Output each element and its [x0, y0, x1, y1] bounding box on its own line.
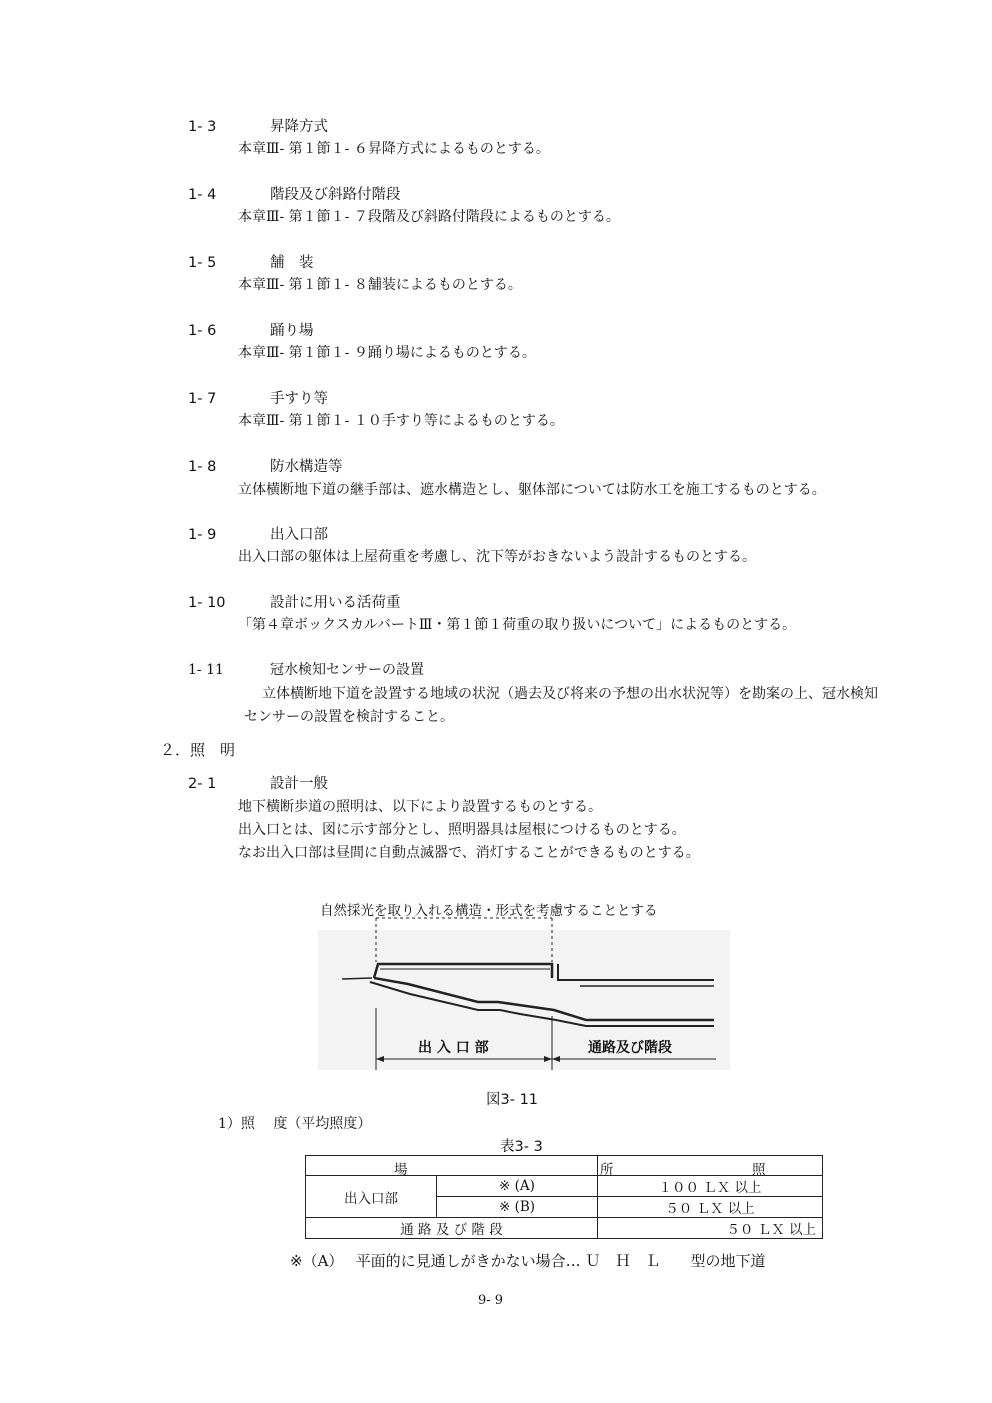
section-title: 防水構造等	[270, 459, 343, 475]
section-heading	[188, 387, 328, 408]
section-body: 本章Ⅲ- 第１節１- ９踊り場によるものとする。	[238, 345, 536, 361]
section-body: 本章Ⅲ- 第１節１- ６昇降方式によるものとする。	[238, 141, 550, 157]
section-heading	[188, 115, 328, 136]
section-number: 1- 6	[188, 323, 217, 339]
section-heading	[188, 251, 314, 272]
table-header-row	[306, 1156, 823, 1176]
figure-entrance-label: 出 入 口 部	[418, 1040, 489, 1056]
page-number: 9- 9	[478, 1293, 504, 1308]
entrance-cross-section-diagram	[300, 912, 740, 1077]
section-heading	[188, 183, 401, 204]
section-title: 設計一般	[270, 776, 328, 792]
figure-top-label: 自然採光を取り入れる構造・形式を考慮することとする	[320, 903, 658, 919]
row-mark-cell: ※ (B)	[437, 1197, 598, 1218]
section-body-line: 出入口とは、図に示す部分とし、照明器具は屋根につけるものとする。	[238, 822, 686, 838]
section-heading	[188, 319, 314, 340]
section-body: 本章Ⅲ- 第１節１- １０手すり等によるものとする。	[238, 413, 564, 429]
section-title: 設計に用いる活荷重	[270, 595, 401, 611]
section-heading	[188, 523, 328, 544]
table-row	[306, 1218, 823, 1239]
section-number: 1- 10	[188, 595, 226, 611]
header-illuminance-cell	[598, 1156, 823, 1176]
section-body-line: 立体横断地下道を設置する地域の状況（過去及び将来の予想の出水状況等）を勘案の上、冠水検知	[262, 686, 878, 702]
header-sho: 照	[752, 1162, 766, 1178]
figure-caption: 図3- 11	[486, 1092, 539, 1108]
table-caption: 表3- 3	[500, 1139, 543, 1155]
table-row	[306, 1176, 823, 1197]
section-heading	[188, 591, 401, 612]
section-number: 1- 8	[188, 459, 217, 475]
table-footnote: ※（A） 平面的に見通しがきかない場合… Ｕ Ｈ Ｌ 型の地下道	[290, 1252, 766, 1270]
illuminance-table	[305, 1155, 823, 1239]
header-tokoro: 所	[600, 1162, 614, 1178]
section-title: 出入口部	[270, 527, 328, 543]
section-title: 舗 装	[270, 255, 314, 271]
section-number: 1- 3	[188, 119, 217, 135]
section-number: 1- 11	[188, 662, 224, 678]
section-number: 1- 4	[188, 187, 217, 203]
row-value-cell: ５０ ＬＸ 以上	[598, 1197, 823, 1218]
row-mark-cell: ※ (A)	[437, 1176, 598, 1197]
row-value-cell: １００ ＬＸ 以上	[598, 1176, 823, 1197]
section-body-line: 地下横断歩道の照明は、以下により設置するものとする。	[238, 799, 602, 815]
entrance-group-cell: 出入口部	[306, 1176, 437, 1218]
section-title: 階段及び斜路付階段	[270, 187, 401, 203]
section-body-line: センサーの設置を検討すること。	[244, 709, 454, 725]
section-number: 1- 5	[188, 255, 217, 271]
section-heading	[188, 659, 424, 679]
header-ba: 場	[394, 1162, 408, 1178]
section-body: 本章Ⅲ- 第１節１- ８舗装によるものとする。	[238, 277, 522, 293]
section-title: 踊り場	[270, 323, 314, 339]
illuminance-heading: 1）照 度（平均照度）	[218, 1116, 372, 1132]
header-location-cell	[306, 1156, 598, 1176]
section-body-line: なお出入口部は昼間に自動点滅器で、消灯することができるものとする。	[238, 845, 700, 861]
section-number: 1- 9	[188, 527, 217, 543]
section-title: 冠水検知センサーの設置	[270, 662, 424, 678]
figure-passage-label: 通路及び階段	[588, 1040, 672, 1056]
section-body: 立体横断地下道の継手部は、遮水構造とし、躯体部については防水工を施工するものとする。	[238, 482, 826, 498]
section-body: 出入口部の躯体は上屋荷重を考慮し、沈下等がおきないよう設計するものとする。	[238, 549, 756, 565]
section-number: 1- 7	[188, 391, 217, 407]
section-body: 「第４章ボックスカルバートⅢ・第１節１荷重の取り扱いについて」によるものとする。	[238, 617, 797, 633]
section-heading	[188, 772, 328, 793]
section-title: 手すり等	[270, 391, 328, 407]
passage-label-cell: 通 路 及 び 階 段	[306, 1218, 598, 1239]
section-title: 昇降方式	[270, 119, 328, 135]
passage-value-cell: ５０ ＬＸ 以上	[598, 1218, 823, 1239]
section-body: 本章Ⅲ- 第１節１- ７段階及び斜路付階段によるものとする。	[238, 209, 620, 225]
section-number: 2- 1	[188, 776, 217, 792]
section-heading	[188, 455, 343, 476]
chapter-title: ２．照 明	[160, 741, 236, 759]
